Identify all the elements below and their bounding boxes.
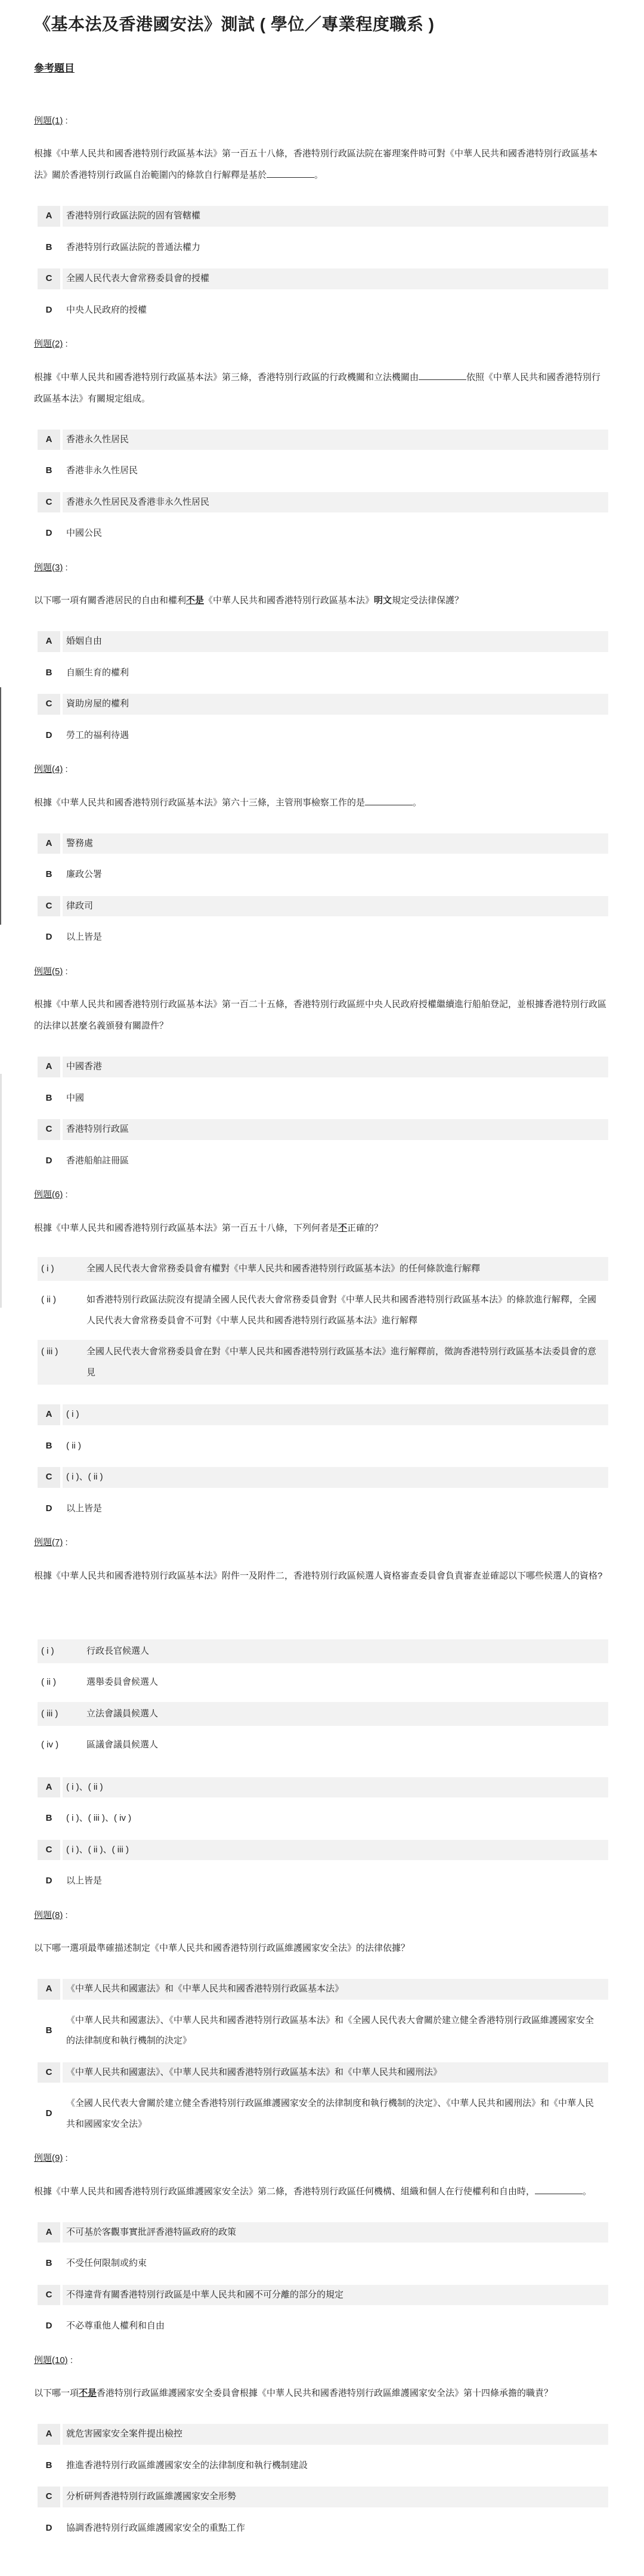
option-list <box>34 428 608 546</box>
statement-list <box>34 1257 608 1385</box>
blank-line <box>419 370 466 379</box>
question-label-suffix: : <box>63 1537 68 1548</box>
statement-number: ( i ) <box>41 1263 54 1274</box>
option-row <box>38 724 608 748</box>
option-row <box>38 1869 608 1894</box>
statement-number: ( iii ) <box>41 1346 58 1357</box>
question-label-suffix: : <box>63 1910 68 1920</box>
statement-row <box>38 1733 608 1758</box>
option-text: 全國人民代表大會常務委員會的授權 <box>63 268 608 289</box>
question-label-text: 例題(5) <box>34 966 63 977</box>
question-text-segment: 以下哪一項有關香港居民的自由和權利 <box>34 595 187 606</box>
option-text: 廉政公署 <box>66 869 103 880</box>
option-row <box>38 204 608 228</box>
question-label <box>34 1188 608 1202</box>
option-row <box>38 2454 608 2478</box>
blank-line <box>535 2185 583 2194</box>
option-letter: C <box>38 2285 60 2306</box>
option-row <box>38 661 608 685</box>
question-text <box>34 1565 608 1587</box>
question-text-segment: 。 <box>314 170 324 181</box>
question-block <box>34 1909 608 2137</box>
option-letter: D <box>45 304 52 315</box>
option-letter: A <box>38 1057 60 1077</box>
option-text: 不必尊重他人權利和自由 <box>66 2321 165 2331</box>
question-text <box>34 143 608 186</box>
option-letter: B <box>45 2025 52 2036</box>
option-row <box>38 1434 608 1459</box>
question-text-segment: 根據《中華人民共和國香港特別行政區基本法》第三條，香港特別行政區的行政機關和立法機關由 <box>34 372 419 382</box>
question-label <box>34 1536 608 1550</box>
option-letter: A <box>38 430 60 450</box>
option-letter: B <box>45 667 52 678</box>
question-text-segment: 根據《中華人民共和國香港特別行政區基本法》第一百二十五條，香港特別行政區經中央人民政府授權繼續進行船舶登記，並根據香港特別行政區的法律以甚麼名義頒發有關證件？ <box>34 999 607 1031</box>
question-block <box>34 561 608 748</box>
option-text: 中國公民 <box>66 528 103 539</box>
option-letter: A <box>38 833 60 854</box>
question-label <box>34 1909 608 1923</box>
question-label-text: 例題(10) <box>34 2355 68 2365</box>
option-row <box>38 2251 608 2276</box>
option-text: 勞工的福利待遇 <box>66 730 129 740</box>
question-text-segment: 不 <box>338 1222 348 1233</box>
question-label <box>34 561 608 575</box>
statement-text: 如香港特別行政區法院沒有提請全國人民代表大會常務委員會對《中華人民共和國香港特別行政區基本法》的條款進行解釋，全國人民代表大會常務委員會不可對《中華人民共和國香港特別行政區基本法》進行解釋 <box>86 1295 597 1326</box>
statement-text: 全國人民代表大會常務委員會有權對《中華人民共和國香港特別行政區基本法》的任何條款進行解釋 <box>86 1263 481 1274</box>
question-label-suffix: : <box>67 2355 73 2365</box>
blank-line <box>267 169 314 178</box>
option-row <box>38 1838 608 1862</box>
scan-artifact-line-dark <box>0 687 1 925</box>
option-text: 律政司 <box>63 896 608 917</box>
option-letter: C <box>38 492 60 513</box>
question-text-segment: 不是 <box>79 2388 97 2399</box>
question-text <box>34 590 608 611</box>
question-label <box>34 965 608 979</box>
option-list <box>34 629 608 748</box>
question-block <box>34 115 608 323</box>
option-text: 不得違背有關香港特別行政區是中華人民共和國不可分離的部分的規定 <box>63 2285 608 2306</box>
option-text: 不可基於客觀事實批評香港特區政府的政策 <box>63 2222 608 2243</box>
question-label-suffix: : <box>63 2153 68 2164</box>
statement-row <box>38 1340 608 1385</box>
blank-line <box>365 796 413 805</box>
statement-row <box>38 1639 608 1664</box>
question-text-segment: 明文 <box>374 595 392 606</box>
question-text <box>34 792 608 814</box>
option-text: 香港永久性居民 <box>63 430 608 450</box>
statement-row <box>38 1702 608 1726</box>
option-letter: B <box>45 1440 52 1451</box>
option-row <box>38 521 608 546</box>
option-letter: A <box>38 631 60 652</box>
statement-text: 選舉委員會候選人 <box>86 1677 159 1688</box>
option-row <box>38 863 608 887</box>
option-letter: A <box>38 2222 60 2243</box>
statement-row <box>38 1288 608 1333</box>
option-letter: D <box>45 528 52 539</box>
option-list <box>34 2220 608 2339</box>
option-text: ( i )、( ii ) <box>63 1777 608 1798</box>
question-text-segment: 根據《中華人民共和國香港特別行政區基本法》第一百五十八條，下列何者是 <box>34 1222 339 1233</box>
question-label <box>34 2354 608 2368</box>
statement-text: 區議會議員候選人 <box>86 1740 159 1750</box>
option-letter: B <box>45 465 52 476</box>
option-text: ( ii ) <box>66 1440 81 1451</box>
question-label-suffix: : <box>63 764 68 775</box>
option-text: 就危害國家安全案件提出檢控 <box>63 2424 608 2445</box>
question-block <box>34 338 608 546</box>
question-text-segment: 依照《中華人民共和國香港特別行政區基本法》有關規定組成。 <box>34 372 601 404</box>
option-row <box>38 1149 608 1173</box>
question-block <box>34 2152 608 2339</box>
option-letter: D <box>45 1876 52 1886</box>
option-text: ( i )、( ii )、( iii ) <box>63 1840 608 1861</box>
question-label <box>34 338 608 351</box>
question-label-suffix: : <box>63 339 68 350</box>
question-label-text: 例題(2) <box>34 339 63 350</box>
question-label <box>34 2152 608 2166</box>
option-row <box>38 459 608 483</box>
option-letter: B <box>45 869 52 880</box>
option-row <box>38 2314 608 2339</box>
option-row <box>38 2516 608 2541</box>
statement-number: ( ii ) <box>41 1677 56 1688</box>
statement-number: ( i ) <box>41 1645 54 1656</box>
option-letter: A <box>38 1404 60 1425</box>
question-text-segment: 《中華人民共和國香港特別行政區基本法》 <box>204 595 374 606</box>
option-row <box>38 2220 608 2245</box>
option-letter: C <box>38 2487 60 2507</box>
statement-number: ( iv ) <box>41 1740 59 1750</box>
question-text-segment: 不是 <box>186 595 205 606</box>
option-text: ( i )、( iii )、( iv ) <box>66 1813 132 1824</box>
option-letter: B <box>45 2258 52 2269</box>
option-text: 《全國人民代表大會關於建立健全香港特別行政區維護國家安全的法律制度和執行機制的決定》、《中華人民共和國刑法》和《中華人民共和國國家安全法》 <box>66 2098 595 2129</box>
option-row <box>38 894 608 919</box>
option-text: 香港特別行政區法院的普通法權力 <box>66 242 201 252</box>
option-list <box>34 832 608 950</box>
question-text-segment: 根據《中華人民共和國香港特別行政區基本法》第一百五十八條，香港特別行政區法院在審理案件時可對《中華人民共和國香港特別行政區基本法》關於香港特別行政區自治範圍內的條款自行解釋是基於 <box>34 149 598 181</box>
option-text: 分析研判香港特別行政區維護國家安全形勢 <box>63 2487 608 2507</box>
option-row <box>38 2283 608 2308</box>
question-label-text: 例題(6) <box>34 1190 63 1200</box>
option-text: 香港特別行政區法院的固有管轄權 <box>63 206 608 227</box>
option-text: 推進香港特別行政區維護國家安全的法律制度和執行機制建設 <box>66 2460 308 2470</box>
option-text: 警務處 <box>63 833 608 854</box>
option-letter: C <box>38 896 60 917</box>
question-text <box>34 1938 608 1959</box>
option-list <box>34 2422 608 2540</box>
option-row <box>38 2485 608 2509</box>
option-row <box>38 1086 608 1111</box>
option-row <box>38 1806 608 1831</box>
option-row <box>38 2422 608 2447</box>
option-row <box>38 1117 608 1142</box>
option-text: 自願生育的權利 <box>66 667 129 678</box>
option-text: 以上皆是 <box>66 1503 103 1514</box>
option-text: 香港非永久性居民 <box>66 465 138 476</box>
option-row <box>38 1977 608 2002</box>
question-text <box>34 2181 608 2203</box>
option-letter: B <box>45 1813 52 1824</box>
option-text: 香港特別行政區 <box>63 1119 608 1140</box>
option-row <box>38 490 608 515</box>
option-text: 香港永久性居民及香港非永久性居民 <box>63 492 608 513</box>
option-row <box>38 2009 608 2053</box>
option-text: ( i ) <box>63 1404 608 1425</box>
option-list <box>34 1403 608 1521</box>
option-letter: A <box>38 1979 60 2000</box>
option-row <box>38 692 608 716</box>
option-row <box>38 629 608 654</box>
statement-text: 立法會議員候選人 <box>86 1708 159 1719</box>
option-text: 中央人民政府的授權 <box>66 304 147 315</box>
option-row <box>38 298 608 323</box>
option-row <box>38 428 608 452</box>
option-letter: C <box>38 694 60 715</box>
question-label-text: 例題(7) <box>34 1537 63 1548</box>
statement-row <box>38 1670 608 1695</box>
option-row <box>38 2092 608 2136</box>
page-title: 《基本法及香港國安法》測試 ( 學位／專業程度職系 ) <box>34 15 435 33</box>
question-block <box>34 1536 608 1894</box>
option-letter: A <box>38 2424 60 2445</box>
option-row <box>38 1775 608 1800</box>
section-heading: 參考題目 <box>34 62 75 74</box>
question-label-text: 例題(8) <box>34 1910 63 1920</box>
option-letter: B <box>45 2460 52 2470</box>
question-text <box>34 367 608 410</box>
option-letter: B <box>45 1092 52 1103</box>
option-text: 《中華人民共和國憲法》和《中華人民共和國香港特別行政區基本法》 <box>63 1979 608 2000</box>
option-text: 婚姻自由 <box>63 631 608 652</box>
statement-text: 全國人民代表大會常務委員會在對《中華人民共和國香港特別行政區基本法》進行解釋前，徵詢香港特別行政區基本法委員會的意見 <box>86 1346 597 1377</box>
option-letter: D <box>45 2522 52 2533</box>
option-row <box>38 1055 608 1079</box>
question-text <box>34 994 608 1037</box>
question-text-segment: 根據《中華人民共和國香港特別行政區維護國家安全法》第二條，香港特別行政區任何機構、組織和個人在行使權利和自由時， <box>34 2186 535 2197</box>
option-row <box>38 925 608 950</box>
option-letter: C <box>38 1840 60 1861</box>
question-text <box>34 1218 608 1239</box>
question-text <box>34 2383 608 2404</box>
option-row <box>38 832 608 856</box>
option-letter: C <box>38 2062 60 2083</box>
option-letter: D <box>45 1503 52 1514</box>
scan-artifact-line-light <box>0 1074 2 1308</box>
question-text-segment: 根據《中華人民共和國香港特別行政區基本法》第六十三條，主管刑事檢察工作的是 <box>34 797 366 808</box>
question-text-segment: 規定受法律保護？ <box>392 595 464 606</box>
option-letter: C <box>38 268 60 289</box>
option-row <box>38 2061 608 2085</box>
question-block <box>34 2354 608 2541</box>
statement-number: ( iii ) <box>41 1708 58 1719</box>
option-letter: D <box>45 2321 52 2331</box>
option-letter: D <box>45 932 52 943</box>
question-label-suffix: : <box>63 562 68 573</box>
option-text: ( i )、( ii ) <box>63 1467 608 1488</box>
question-text-segment: 以下哪一選項最準確描述制定《中華人民共和國香港特別行政區維護國家安全法》的法律依據？ <box>34 1943 410 1954</box>
question-label <box>34 115 608 128</box>
option-letter: A <box>38 206 60 227</box>
statement-number: ( ii ) <box>41 1295 56 1305</box>
question-text-segment: 。 <box>413 797 422 808</box>
questions <box>34 115 608 2541</box>
question-text-segment: 香港特別行政區維護國家安全委員會根據《中華人民共和國香港特別行政區維護國家安全法》第十四條承擔的職責？ <box>97 2388 553 2399</box>
option-text: 中國 <box>66 1092 85 1103</box>
option-text: 中國香港 <box>63 1057 608 1077</box>
option-row <box>38 236 608 260</box>
option-list <box>34 204 608 322</box>
option-text: 以上皆是 <box>66 1876 103 1886</box>
option-letter: A <box>38 1777 60 1798</box>
question-block <box>34 965 608 1173</box>
question-text-segment: 根據《中華人民共和國香港特別行政區基本法》附件一及附件二，香港特別行政區候選人資格審查委員會負責審查並確認以下哪些候選人的資格? <box>34 1570 603 1581</box>
statement-text: 行政長官候選人 <box>86 1645 150 1656</box>
option-text: 《中華人民共和國憲法》、《中華人民共和國香港特別行政區基本法》和《中華人民共和國刑法》 <box>63 2062 608 2083</box>
option-letter: C <box>38 1119 60 1140</box>
option-letter: D <box>45 730 52 740</box>
option-text: 《中華人民共和國憲法》、《中華人民共和國香港特別行政區基本法》和《全國人民代表大會關於建立健全香港特別行政區維護國家安全的法律制度和執行機制的決定》 <box>66 2015 595 2046</box>
option-text: 以上皆是 <box>66 932 103 943</box>
option-list <box>34 1977 608 2136</box>
question-label-text: 例題(4) <box>34 764 63 775</box>
option-row <box>38 1497 608 1521</box>
question-label <box>34 763 608 777</box>
option-row <box>38 1403 608 1427</box>
question-label-suffix: : <box>63 115 68 126</box>
question-label-suffix: : <box>63 1190 68 1200</box>
question-text-segment: 以下哪一項 <box>34 2388 79 2399</box>
option-list <box>34 1055 608 1173</box>
question-label-text: 例題(3) <box>34 562 63 573</box>
option-letter: D <box>45 1155 52 1166</box>
question-label-text: 例題(1) <box>34 115 63 126</box>
option-letter: D <box>45 2108 52 2119</box>
option-text: 香港船舶註冊區 <box>66 1155 129 1166</box>
question-block <box>34 1188 608 1521</box>
statement-row <box>38 1257 608 1281</box>
option-text: 不受任何限制或約束 <box>66 2258 147 2269</box>
question-block <box>34 763 608 950</box>
option-letter: C <box>38 1467 60 1488</box>
question-label-suffix: : <box>63 966 68 977</box>
option-list <box>34 1775 608 1894</box>
option-text: 協調香港特別行政區維護國家安全的重點工作 <box>66 2522 246 2533</box>
option-text: 資助房屋的權利 <box>63 694 608 715</box>
option-letter: B <box>45 242 52 252</box>
option-row <box>38 1465 608 1490</box>
question-label-text: 例題(9) <box>34 2153 63 2164</box>
question-text-segment: 正確的？ <box>347 1222 383 1233</box>
option-row <box>38 267 608 291</box>
statement-list <box>34 1639 608 1758</box>
question-text-segment: 。 <box>583 2186 592 2197</box>
